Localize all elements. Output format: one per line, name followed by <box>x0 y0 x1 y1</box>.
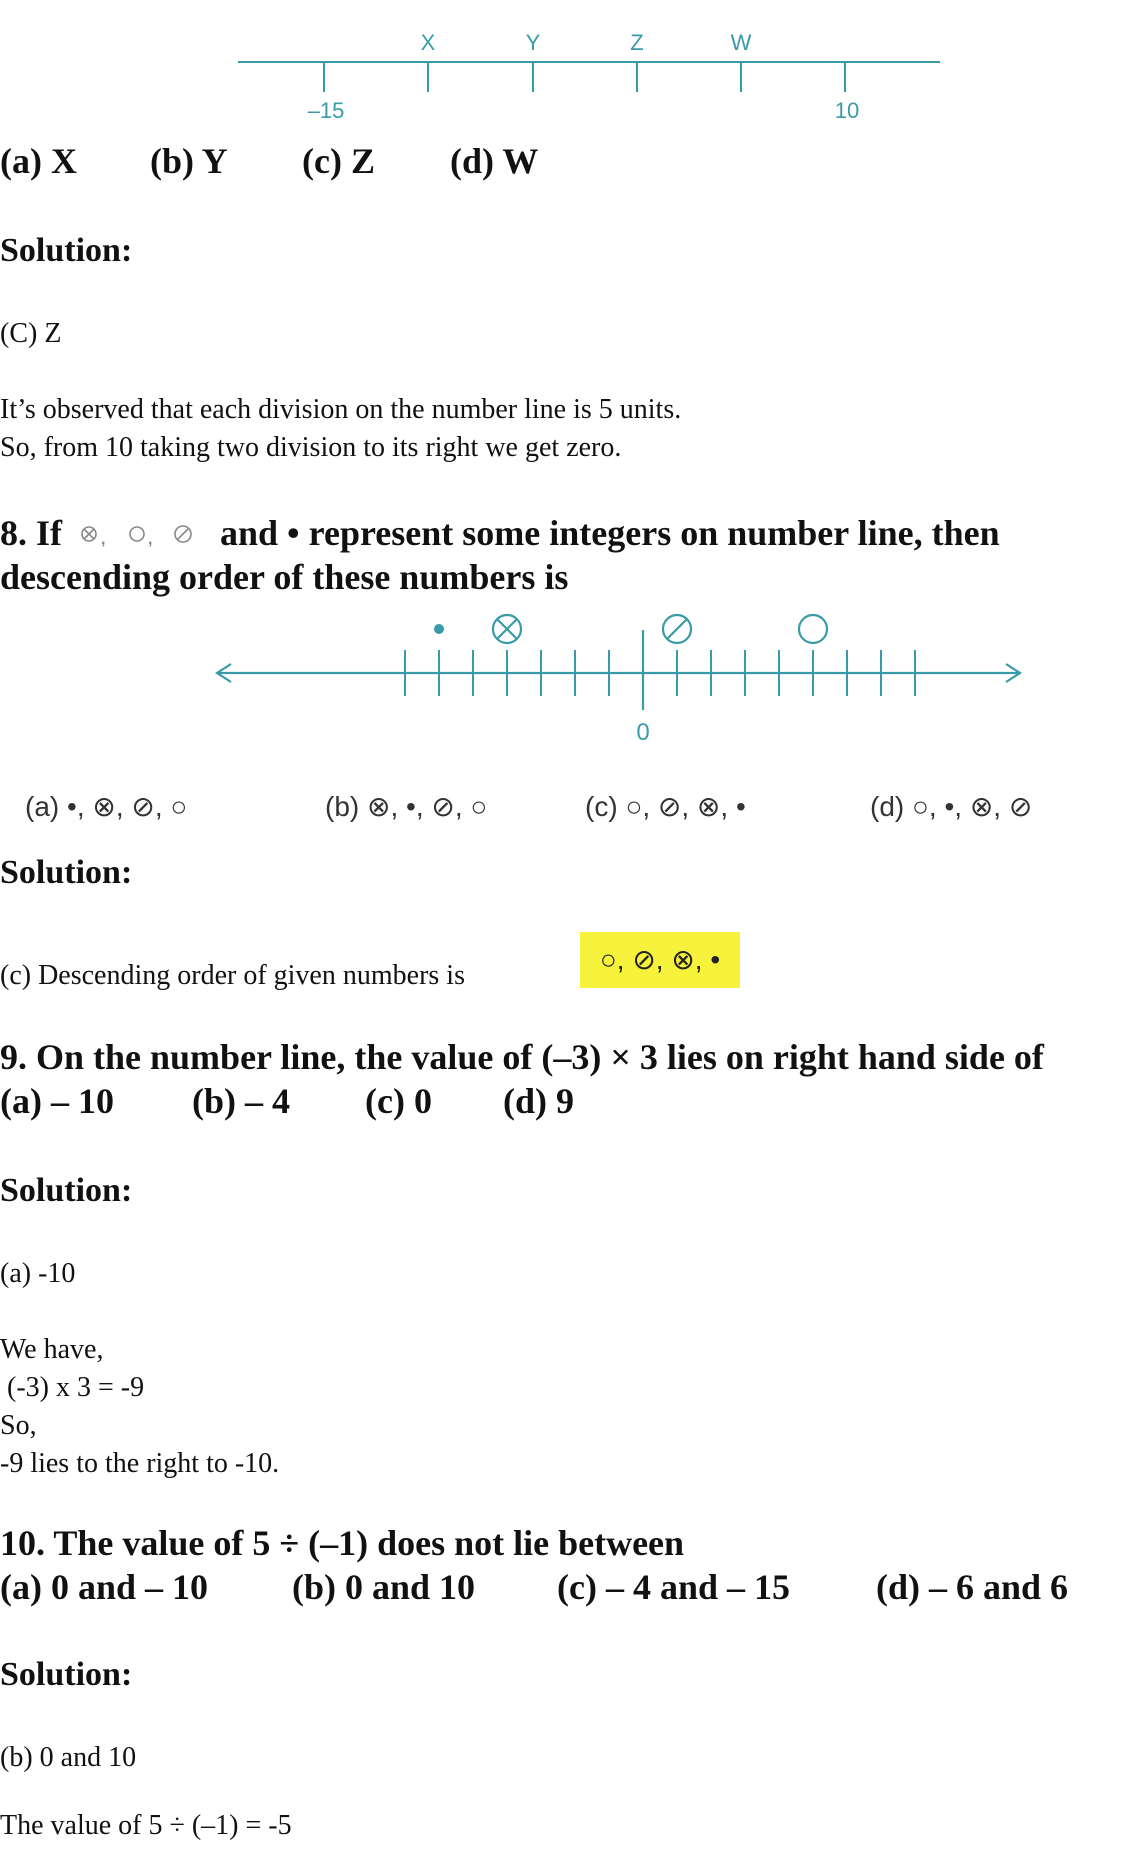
q10-options <box>0 1566 1130 1610</box>
q7-option-a: (a) X <box>0 141 77 181</box>
q9-option-d: (d) 9 <box>503 1081 574 1121</box>
q10-answer: (b) 0 and 10 <box>0 1742 137 1773</box>
q8-number-line <box>205 600 1035 760</box>
q8-solution-label: Solution: <box>0 854 133 891</box>
q9-options <box>0 1080 1130 1124</box>
q8-option-c: (c) ○, ⊘, ⊗, • <box>585 791 746 822</box>
q9-line-4: -9 lies to the right to -10. <box>0 1448 280 1479</box>
q8-question-suffix: and • represent some integers on number line, then <box>220 513 1000 553</box>
q7-option-b: (b) Y <box>150 141 228 181</box>
q8-question-prefix: 8. If <box>0 513 62 553</box>
tick-label-minus15: –15 <box>307 98 345 123</box>
q7-answer: (C) Z <box>0 318 62 349</box>
q8-question-line1 <box>0 512 1000 554</box>
open-circle-point <box>799 615 827 643</box>
q9-line-1: We have, <box>0 1334 104 1365</box>
q10-question: 10. The value of 5 ÷ (–1) does not lie between <box>0 1523 685 1563</box>
q9-option-b: (b) – 4 <box>192 1081 290 1121</box>
point-label-w: W <box>730 30 752 55</box>
q8-answer-highlight: ○, ⊘, ⊗, • <box>580 932 740 988</box>
point-label-z: Z <box>630 30 644 55</box>
q8-answer: (c) Descending order of given numbers is <box>0 960 465 991</box>
q7-explanation-2: So, from 10 taking two division to its right we get zero. <box>0 432 622 463</box>
q10-option-d: (d) – 6 and 6 <box>876 1567 1069 1607</box>
q7-option-d: (d) W <box>450 141 539 181</box>
q8-question-line2: descending order of these numbers is <box>0 557 569 597</box>
q7-explanation-1: It’s observed that each division on the number line is 5 units. <box>0 394 682 425</box>
circled-cross-point <box>493 615 521 643</box>
q9-line-2: (-3) x 3 = -9 <box>0 1372 145 1403</box>
q10-last-line: The value of 5 ÷ (–1) = -5 <box>0 1810 292 1841</box>
point-label-x: X <box>420 30 436 55</box>
q10-option-b: (b) 0 and 10 <box>292 1567 476 1607</box>
q9-answer: (a) -10 <box>0 1258 76 1289</box>
q8-inline-symbols <box>77 522 205 552</box>
q10-option-a: (a) 0 and – 10 <box>0 1567 209 1607</box>
q8-option-b: (b) ⊗, •, ⊘, ○ <box>325 791 488 822</box>
q9-solution-label: Solution: <box>0 1172 133 1209</box>
q7-number-line <box>230 18 950 128</box>
svg-text:,: , <box>101 530 106 548</box>
q9-line-3: So, <box>0 1410 37 1441</box>
q9-option-c: (c) 0 <box>365 1081 432 1121</box>
q10-solution-label: Solution: <box>0 1656 133 1693</box>
q7-option-c: (c) Z <box>302 141 375 181</box>
q8-options <box>0 790 1130 830</box>
svg-text:,: , <box>148 530 153 548</box>
dot-point <box>434 624 444 634</box>
q9-question: 9. On the number line, the value of (–3) × 3 lies on right hand side of <box>0 1037 1044 1077</box>
q8-option-a: (a) •, ⊗, ⊘, ○ <box>25 791 188 822</box>
q7-solution-label: Solution: <box>0 232 133 269</box>
q9-option-a: (a) – 10 <box>0 1081 114 1121</box>
tick-label-10: 10 <box>834 98 860 123</box>
q10-option-c: (c) – 4 and – 15 <box>557 1567 790 1607</box>
q8-option-d: (d) ○, •, ⊗, ⊘ <box>870 791 1033 822</box>
point-label-y: Y <box>525 30 541 55</box>
circled-slash-point <box>663 615 691 643</box>
q8-zero-label: 0 <box>636 719 650 746</box>
